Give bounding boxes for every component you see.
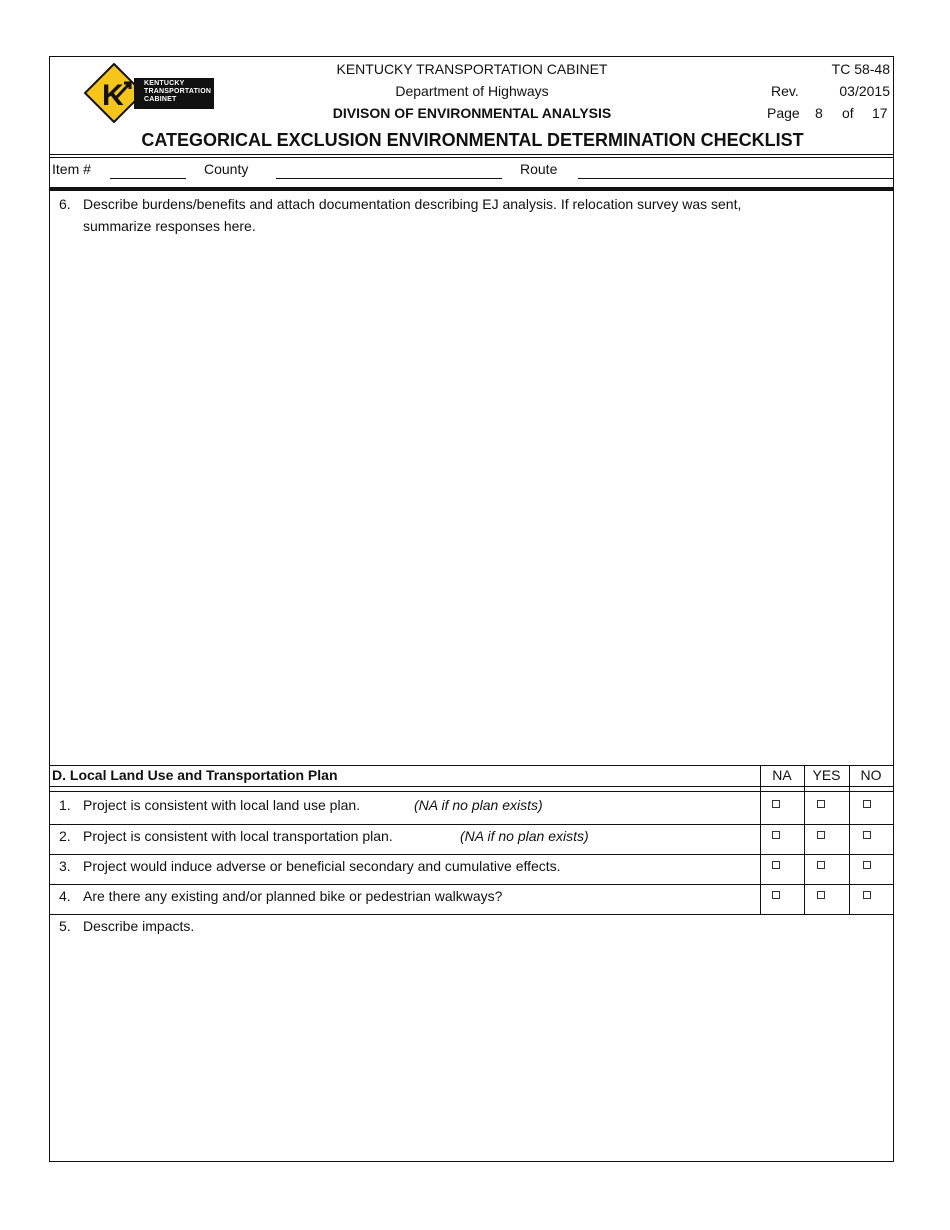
route-field-line bbox=[578, 178, 893, 179]
row1-bottom-line bbox=[50, 824, 893, 825]
department-name: Department of Highways bbox=[395, 83, 549, 99]
row3-na-checkbox[interactable] bbox=[772, 861, 780, 869]
row2-number: 2. bbox=[59, 828, 71, 844]
title-divider-top bbox=[50, 154, 893, 155]
row2-yes-checkbox[interactable] bbox=[817, 831, 825, 839]
col-divider-yes bbox=[804, 765, 805, 915]
row4-yes-checkbox[interactable] bbox=[817, 891, 825, 899]
route-field[interactable] bbox=[580, 161, 890, 177]
section-d-header-line bbox=[50, 786, 893, 787]
col-no-header: NO bbox=[860, 767, 882, 783]
row1-top-line bbox=[50, 791, 893, 792]
rev-label: Rev. bbox=[771, 83, 799, 99]
division-name: DIVISON OF ENVIRONMENTAL ANALYSIS bbox=[332, 105, 612, 121]
col-divider-na bbox=[760, 765, 761, 915]
ktc-logo bbox=[84, 63, 216, 123]
item-field[interactable] bbox=[112, 161, 184, 177]
county-field[interactable] bbox=[278, 161, 500, 177]
q6-text-line1: Describe burdens/benefits and attach documentation describing EJ analysis. If relocation survey was sent, bbox=[83, 196, 742, 212]
row3-yes-checkbox[interactable] bbox=[817, 861, 825, 869]
row1-yes-checkbox[interactable] bbox=[817, 800, 825, 808]
col-na-header: NA bbox=[772, 767, 792, 783]
col-divider-no bbox=[849, 765, 850, 915]
org-name: KENTUCKY TRANSPORTATION CABINET bbox=[336, 61, 608, 77]
q6-number: 6. bbox=[59, 196, 71, 212]
row1-note: (NA if no plan exists) bbox=[414, 797, 543, 813]
row2-note: (NA if no plan exists) bbox=[460, 828, 589, 844]
county-label: County bbox=[204, 161, 249, 177]
item-label: Item # bbox=[52, 161, 91, 177]
page-label: Page bbox=[767, 105, 800, 121]
rev-date: 03/2015 bbox=[839, 83, 890, 99]
row2-text: Project is consistent with local transportation plan. bbox=[83, 828, 393, 844]
form-number: TC 58-48 bbox=[831, 61, 890, 77]
route-label: Route bbox=[520, 161, 558, 177]
row3-no-checkbox[interactable] bbox=[863, 861, 871, 869]
row4-text: Are there any existing and/or planned bike or pedestrian walkways? bbox=[83, 888, 503, 904]
svg-text:K: K bbox=[102, 79, 124, 112]
q5-response-area[interactable] bbox=[52, 939, 891, 1157]
item-field-line bbox=[110, 178, 186, 179]
row3-bottom-line bbox=[50, 884, 893, 885]
logo-text-line1: KENTUCKY bbox=[144, 80, 185, 87]
row2-no-checkbox[interactable] bbox=[863, 831, 871, 839]
row4-no-checkbox[interactable] bbox=[863, 891, 871, 899]
row1-text: Project is consistent with local land use plan. bbox=[83, 797, 361, 813]
section-d-top-line bbox=[50, 765, 893, 766]
q6-response-area[interactable] bbox=[52, 239, 891, 763]
page-number: 8 bbox=[815, 105, 823, 121]
q6-text-line2: summarize responses here. bbox=[83, 218, 256, 234]
row4-na-checkbox[interactable] bbox=[772, 891, 780, 899]
of-label: of bbox=[842, 105, 854, 121]
row4-bottom-line bbox=[50, 914, 893, 915]
page-title: CATEGORICAL EXCLUSION ENVIRONMENTAL DETERMINATION CHECKLIST bbox=[141, 130, 804, 150]
q5-text: Describe impacts. bbox=[83, 918, 195, 934]
logo-text-line3: CABINET bbox=[144, 96, 177, 103]
row2-bottom-line bbox=[50, 854, 893, 855]
col-yes-header: YES bbox=[812, 767, 841, 783]
fields-divider bbox=[50, 187, 893, 191]
section-d-title: D. Local Land Use and Transportation Plan bbox=[52, 767, 338, 783]
title-divider-bottom bbox=[50, 157, 893, 158]
row4-number: 4. bbox=[59, 888, 71, 904]
row1-number: 1. bbox=[59, 797, 71, 813]
q5-number: 5. bbox=[59, 918, 71, 934]
row2-na-checkbox[interactable] bbox=[772, 831, 780, 839]
logo-text-line2: TRANSPORTATION bbox=[144, 88, 212, 95]
row1-no-checkbox[interactable] bbox=[863, 800, 871, 808]
page-total: 17 bbox=[872, 105, 888, 121]
county-field-line bbox=[276, 178, 502, 179]
row3-number: 3. bbox=[59, 858, 71, 874]
row3-text: Project would induce adverse or beneficial secondary and cumulative effects. bbox=[83, 858, 561, 874]
row1-na-checkbox[interactable] bbox=[772, 800, 780, 808]
form-frame bbox=[49, 56, 894, 1162]
